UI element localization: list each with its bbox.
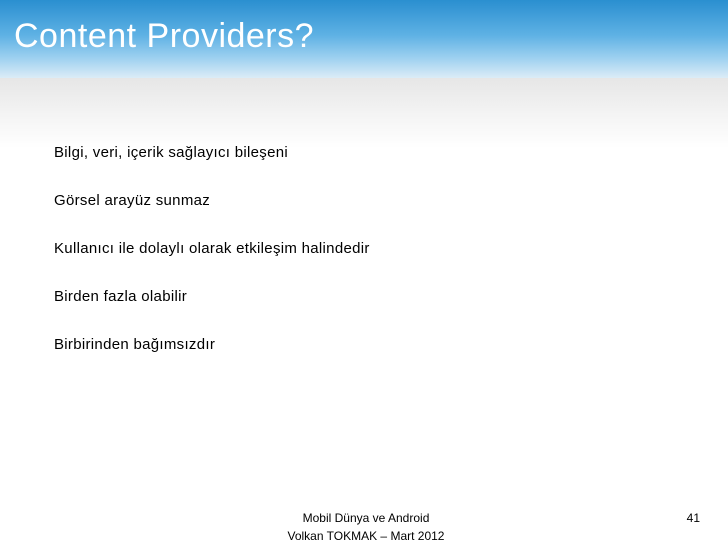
bullet-item: Bilgi, veri, içerik sağlayıcı bileşeni [54, 144, 288, 161]
footer-line-1: Mobil Dünya ve Android [302, 511, 430, 525]
slide-title: Content Providers? [14, 17, 315, 55]
footer-line-2: Volkan TOKMAK – Mart 2012 [287, 529, 445, 543]
title-fade [0, 78, 728, 148]
bullet-item: Birbirinden bağımsızdır [54, 336, 216, 353]
bullet-item: Görsel arayüz sunmaz [54, 192, 211, 209]
page-number: 41 [686, 511, 700, 525]
bullet-list [54, 141, 370, 381]
bullet-item: Kullanıcı ile dolaylı olarak etkileşim halindedir [54, 240, 370, 257]
footer [248, 509, 484, 545]
bullet-item: Birden fazla olabilir [54, 288, 188, 305]
